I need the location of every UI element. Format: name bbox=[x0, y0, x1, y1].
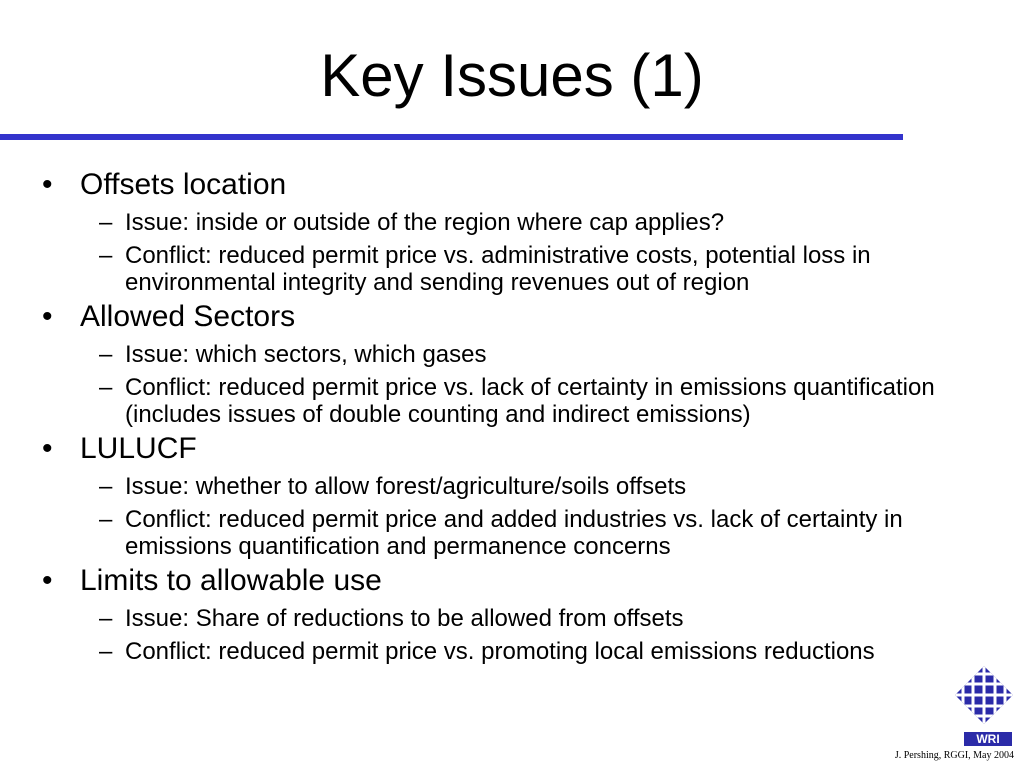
footer-credit: J. Pershing, RGGI, May 2004 bbox=[894, 750, 1014, 761]
bullet-item bbox=[0, 563, 1000, 665]
bullet-label: Offsets location bbox=[80, 168, 287, 201]
bullet-label: Limits to allowable use bbox=[80, 564, 382, 597]
bullet-item bbox=[0, 299, 1000, 428]
dash-marker: – bbox=[99, 473, 113, 500]
dash-marker: – bbox=[99, 374, 113, 401]
bullet-marker: • bbox=[42, 564, 53, 597]
bullet-marker: • bbox=[42, 300, 53, 333]
dash-marker: – bbox=[99, 341, 113, 368]
dash-marker: – bbox=[99, 506, 113, 533]
sub-bullet-text: Conflict: reduced permit price vs. promoting local emissions reductions bbox=[125, 638, 875, 665]
sub-bullet-text: Issue: which sectors, which gases bbox=[125, 341, 487, 368]
sub-bullet-text: Conflict: reduced permit price vs. lack of certainty in emissions quantification (includes issues of double counting and indirect emissions) bbox=[125, 374, 935, 428]
bullet-item bbox=[0, 167, 1000, 296]
sub-bullet-text: Issue: whether to allow forest/agriculture/soils offsets bbox=[125, 473, 687, 500]
dash-marker: – bbox=[99, 242, 113, 269]
sub-bullet-text: Issue: Share of reductions to be allowed from offsets bbox=[125, 605, 684, 632]
title-divider bbox=[0, 134, 903, 140]
sub-bullet-text: Issue: inside or outside of the region where cap applies? bbox=[125, 209, 725, 236]
bullet-label: Allowed Sectors bbox=[80, 300, 296, 333]
slide-title: Key Issues (1) bbox=[320, 42, 704, 109]
logo-label: WRI bbox=[964, 732, 1012, 746]
bullet-label: LULUCF bbox=[80, 432, 197, 465]
dash-marker: – bbox=[99, 605, 113, 632]
dash-marker: – bbox=[99, 209, 113, 236]
sub-bullet-text: Conflict: reduced permit price vs. administrative costs, potential loss in environmental integrity and sending revenues out of region bbox=[125, 242, 871, 296]
dash-marker: – bbox=[99, 638, 113, 665]
bullet-marker: • bbox=[42, 168, 53, 201]
bullet-marker: • bbox=[42, 432, 53, 465]
sub-bullet-text: Conflict: reduced permit price and added industries vs. lack of certainty in emissions quantification and permanence concerns bbox=[125, 506, 903, 560]
bullet-item bbox=[0, 431, 1000, 560]
bullet-list bbox=[0, 164, 1000, 665]
